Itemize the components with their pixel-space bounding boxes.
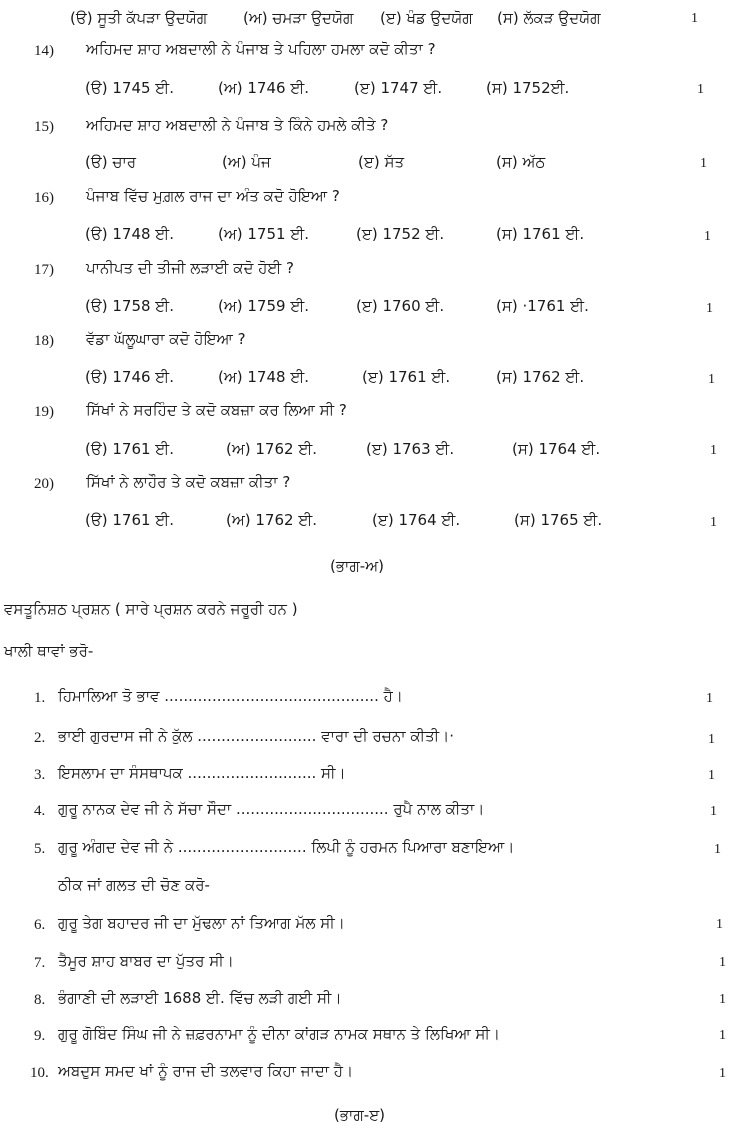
item-number: 4. [34,803,46,819]
marks: 1 [719,1066,726,1081]
marks: 1 [708,768,715,783]
item-text: ਗੁਰੂ ਨਾਨਕ ਦੇਵ ਜੀ ਨੇ ਸੱਚਾ ਸੌਦਾ ................................ ਰੁਪੈ ਨਾਲ ਕੀਤਾ। [58,800,485,818]
option-a: (ੳ) 1761 ਈ. [85,511,174,529]
option-b: (ਅ) 1762 ਈ. [226,511,318,529]
option-d: (ਸ) 1764 ਈ. [512,440,601,458]
item-text: ਤੈਮੂਰ ਸ਼ਾਹ ਬਾਬਰ ਦਾ ਪੁੱਤਰ ਸੀ। [58,952,234,970]
marks: 1 [706,301,713,316]
option-a: (ੳ) ਚਾਰ [85,153,137,171]
marks: 1 [710,515,717,530]
item-text: ਅਬਦੁਸ ਸਮਦ ਖਾਂ ਨੂੰ ਰਾਜ ਦੀ ਤਲਵਾਰ ਕਿਹਾ ਜਾਦਾ ਹੈ। [58,1062,354,1080]
option-b: (ਅ) ਪੰਜ [222,153,271,171]
item-number: 2. [34,730,46,746]
option-c: (ੲ) 1761 ਈ. [362,368,451,386]
question-text: ਸਿੱਖਾਂ ਨੇ ਲਾਹੌਰ ਤੇ ਕਦੋ ਕਬਜ਼ਾ ਕੀਤਾ ? [86,473,291,491]
section-c-heading: (ਭਾਗ-ੲ) [334,1106,386,1124]
question-text: ਪਾਨੀਪਤ ਦੀ ਤੀਜੀ ਲੜਾਈ ਕਦੋ ਹੋਈ ? [86,259,295,277]
item-number: 3. [34,767,46,783]
item-text: ਗੁਰੂ ਗੋਬਿੰਦ ਸਿੰਘ ਜੀ ਨੇ ਜ਼ਫ਼ਰਨਾਮਾ ਨੂੰ ਦੀਨਾ ਕਾਂਗੜ ਨਾਮਕ ਸਥਾਨ ਤੇ ਲਿਖਿਆ ਸੀ। [58,1025,501,1043]
section-b-heading: (ਭਾਗ-ਅ) [330,557,384,575]
option-a: (ੳ) 1761 ਈ. [85,440,174,458]
item-number: 7. [34,955,46,971]
option-c: (ੲ) 1752 ਈ. [356,225,445,243]
fill-in-blanks-heading: ਖਾਲੀ ਥਾਵਾਂ ਭਰੋ- [4,642,94,660]
option-d: (ਸ) 1762 ਈ. [496,368,585,386]
item-number: 5. [34,841,46,857]
question-number: 19) [34,404,54,420]
question-number: 14) [34,43,54,59]
question-text: ਅਹਿਮਦ ਸ਼ਾਹ ਅਬਦਾਲੀ ਨੇ ਪੰਜਾਬ ਤੇ ਪਹਿਲਾ ਹਮਲਾ ਕਦੋ ਕੀਤਾ ? [86,40,436,58]
marks: 1 [710,804,717,819]
question-text: ਸਿੱਖਾਂ ਨੇ ਸਰਹਿੰਦ ਤੇ ਕਦੋ ਕਬਜ਼ਾ ਕਰ ਲਿਆ ਸੀ ? [86,401,347,419]
option-b: (ਅ) 1751 ਈ. [218,225,310,243]
option-c: (ੲ) ਖੰਡ ਉਦਯੋਗ [380,9,473,27]
marks: 1 [710,443,717,458]
marks: 1 [697,82,704,97]
question-number: 17) [34,262,54,278]
option-a: (ੳ) 1748 ਈ. [85,225,174,243]
item-text: ਭੰਗਾਣੀ ਦੀ ਲੜਾਈ 1688 ਈ. ਵਿੱਚ ਲੜੀ ਗਈ ਸੀ। [58,989,342,1007]
item-text: ਇਸਲਾਮ ਦਾ ਸੰਸਥਾਪਕ ........................... ਸੀ। [58,764,346,782]
marks: 1 [706,691,713,706]
option-d: (ਸ) 1765 ਈ. [514,511,603,529]
question-number: 18) [34,333,54,349]
marks: 1 [708,732,715,747]
option-c: (ੲ) ਸੱਤ [358,153,405,171]
option-a: (ੳ) 1745 ਈ. [85,79,174,97]
question-text: ਪੰਜਾਬ ਵਿੱਚ ਮੁਗ਼ਲ ਰਾਜ ਦਾ ਅੰਤ ਕਦੋ ਹੋਇਆ ? [86,187,340,205]
item-number: 10. [30,1065,49,1081]
option-b: (ਅ) 1746 ਈ. [218,79,310,97]
option-c: (ੲ) 1760 ਈ. [356,297,445,315]
option-d: (ਸ) 1761 ਈ. [496,225,585,243]
marks: 1 [719,955,726,970]
question-text: ਵੱਡਾ ਘੱਲੂਘਾਰਾ ਕਦੋ ਹੋਇਆ ? [86,330,246,348]
option-c: (ੲ) 1764 ਈ. [372,511,461,529]
option-d: (ਸ) ਲੱਕੜ ਉਦਯੋਗ [497,9,601,27]
option-d: (ਸ) ·1761 ਈ. [496,297,589,315]
option-a: (ੳ) 1746 ਈ. [85,368,174,386]
marks: 1 [700,156,707,171]
item-text: ਹਿਮਾਲਿਆ ਤੋ ਭਾਵ ............................................. ਹੈ। [58,687,403,705]
option-d: (ਸ) ਅੱਠ [496,153,546,171]
option-c: (ੲ) 1747 ਈ. [354,79,443,97]
item-number: 9. [34,1028,46,1044]
option-c: (ੲ) 1763 ਈ. [366,440,455,458]
question-number: 16) [34,190,54,206]
item-text: ਗੁਰੂ ਅੰਗਦ ਦੇਵ ਜੀ ਨੇ ........................... ਲਿਪੀ ਨੂੰ ਹਰਮਨ ਪਿਆਰਾ ਬਣਾਇਆ। [58,838,515,856]
marks: 1 [691,11,698,26]
option-b: (ਅ) ਚਮੜਾ ਉਦਯੋਗ [243,9,354,27]
objective-heading: ਵਸਤੂਨਿਸ਼ਠ ਪ੍ਰਸ਼ਨ ( ਸਾਰੇ ਪ੍ਰਸ਼ਨ ਕਰਨੇ ਜਰੂਰੀ ਹਨ ) [4,600,298,618]
question-number: 15) [34,119,54,135]
option-b: (ਅ) 1762 ਈ. [226,440,318,458]
question-number: 20) [34,476,54,492]
marks: 1 [719,992,726,1007]
option-d: (ਸ) 1752ਈ. [486,79,570,97]
item-text: ਗੁਰੂ ਤੇਗ ਬਹਾਦਰ ਜੀ ਦਾ ਮੁੱਢਲਾ ਨਾਂ ਤਿਆਗ ਮੱਲ ਸੀ। [58,914,345,932]
marks: 1 [716,917,723,932]
option-a: (ੳ) ਸੂਤੀ ਕੱਪੜਾ ਉਦਯੋਗ [70,9,208,27]
option-a: (ੳ) 1758 ਈ. [85,297,174,315]
item-number: 8. [34,992,46,1008]
marks: 1 [708,372,715,387]
true-false-heading: ਠੀਕ ਜਾਂ ਗਲਤ ਦੀ ਚੋਣ ਕਰੋ- [58,876,210,894]
marks: 1 [719,1028,726,1043]
item-number: 6. [34,917,46,933]
item-number: 1. [34,690,46,706]
marks: 1 [714,842,721,857]
option-b: (ਅ) 1748 ਈ. [218,368,310,386]
item-text: ਭਾਈ ਗੁਰਦਾਸ ਜੀ ਨੇ ਕੁੱਲ ......................... ਵਾਰਾ ਦੀ ਰਚਨਾ ਕੀਤੀ।· [58,727,455,745]
option-b: (ਅ) 1759 ਈ. [218,297,310,315]
question-text: ਅਹਿਮਦ ਸ਼ਾਹ ਅਬਦਾਲੀ ਨੇ ਪੰਜਾਬ ਤੇ ਕਿੰਨੇ ਹਮਲੇ ਕੀਤੇ ? [86,116,389,134]
marks: 1 [704,229,711,244]
